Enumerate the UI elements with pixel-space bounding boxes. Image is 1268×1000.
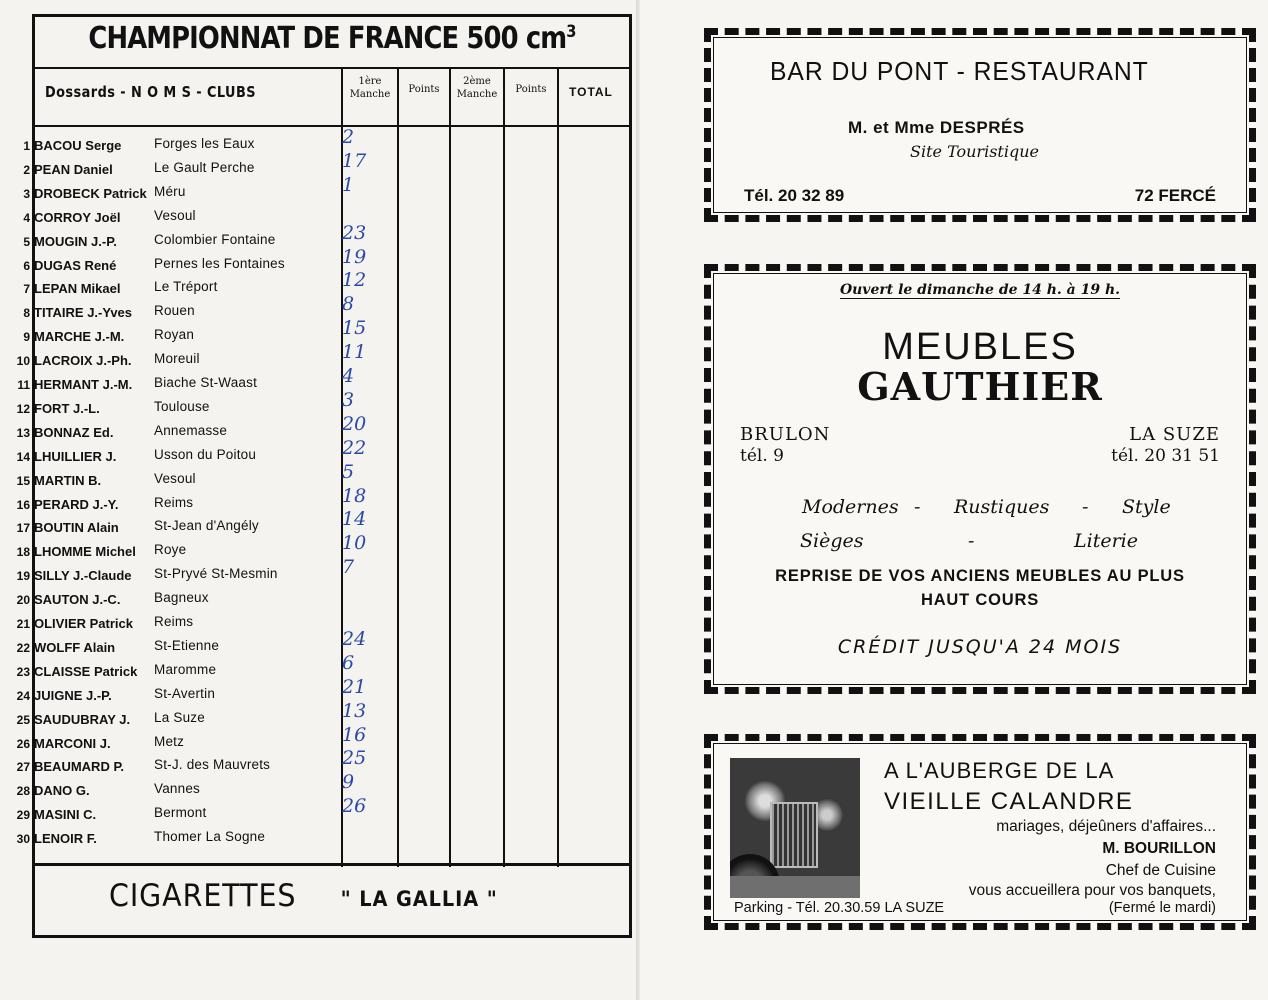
rider-number: 17: [16, 521, 30, 536]
rider-club: Metz: [154, 733, 185, 749]
rider-club: Le Gault Perche: [154, 159, 255, 175]
rider-club: Pernes les Fontaines: [154, 255, 285, 271]
handwritten-manche1: 4: [342, 365, 355, 387]
rider-club: St-J. des Mauvrets: [154, 757, 271, 773]
rider-row: [14, 661, 334, 686]
rider-number: 26: [16, 736, 30, 751]
rider-number: 23: [16, 664, 30, 679]
rider-number: 6: [23, 258, 30, 273]
auberge-title-1: A L'AUBERGE DE LA: [884, 758, 1115, 783]
rider-row: [14, 422, 334, 447]
reprise-text: REPRISE DE VOS ANCIENS MEUBLES AU PLUS HAUT COURS: [775, 567, 1185, 609]
rider-name: BOUTIN Alain: [34, 520, 119, 536]
rider-row: [14, 685, 334, 710]
handwritten-manche1: 22: [342, 436, 367, 459]
rider-name: HERMANT J.-M.: [34, 377, 133, 392]
rider-name: DUGAS René: [34, 257, 117, 273]
rustiques-label: Rustiques: [954, 496, 1050, 518]
rider-name: LACROIX J.-Ph.: [34, 353, 132, 369]
rider-number: 5: [23, 234, 30, 249]
rider-club: Reims: [154, 614, 194, 629]
rider-club: Toulouse: [154, 398, 210, 414]
rider-number: 11: [17, 378, 30, 392]
rider-name: LHOMME Michel: [34, 544, 136, 560]
rider-row: [14, 807, 334, 829]
rider-row: [14, 616, 334, 638]
rider-name: MARTIN B.: [34, 472, 102, 488]
handwritten-manche1: 16: [342, 723, 367, 746]
rider-club: St-Jean d'Angély: [154, 518, 259, 534]
handwritten-manche1: 5: [342, 460, 355, 483]
rider-row: [14, 305, 334, 327]
rider-number: 1: [23, 139, 30, 153]
rider-club: Maromme: [154, 661, 217, 677]
cigarettes-ad: [32, 864, 632, 938]
rider-number: 16: [16, 497, 30, 512]
bar-city: 72 FERCÉ: [1134, 186, 1216, 205]
rider-name: BEAUMARD P.: [34, 759, 125, 775]
rider-name: MARCONI J.: [34, 735, 111, 751]
rider-name: PEAN Daniel: [34, 161, 113, 177]
rider-name: SAUDUBRAY J.: [34, 711, 131, 727]
rider-row: [14, 183, 334, 208]
auberge-title-2: VIEILLE CALANDRE: [884, 788, 1134, 815]
gallia-label: " LA GALLIA ": [340, 887, 498, 911]
rider-row: [14, 329, 334, 351]
rider-name: LHUILLIER J.: [34, 448, 117, 464]
handwritten-manche1: 1: [342, 173, 355, 196]
meubles-gauthier-ad: [704, 264, 1256, 694]
rider-club: Rouen: [154, 303, 195, 319]
rider-club: Royan: [154, 327, 195, 343]
handwritten-manche1: 18: [342, 484, 367, 507]
rider-club: Usson du Poitou: [154, 446, 257, 462]
rider-row: [14, 733, 334, 758]
rider-name: LEPAN Mikael: [34, 281, 121, 297]
town-la-suze: LA SUZE: [1129, 424, 1220, 445]
rider-club: St-Pryvé St-Mesmin: [154, 566, 278, 582]
rider-number: 13: [16, 425, 30, 440]
handwritten-manche1: 26: [342, 795, 367, 818]
rider-club: Bagneux: [154, 590, 209, 606]
handwritten-manche1: 3: [342, 388, 355, 411]
rider-row: [14, 207, 334, 232]
literie-label: Literie: [1074, 530, 1138, 552]
rider-name: WOLFF Alain: [34, 639, 116, 655]
tel-brulon: tél. 9: [740, 446, 784, 466]
rider-name: MOUGIN J.-P.: [34, 233, 117, 249]
gauthier-title: GAUTHIER: [857, 364, 1103, 409]
rider-row: [14, 398, 334, 423]
dash: -: [914, 496, 921, 518]
rider-number: 8: [23, 306, 30, 321]
rider-number: 18: [16, 545, 30, 560]
dash: -: [1082, 496, 1089, 518]
rider-number: 19: [16, 569, 30, 584]
rider-row: [14, 783, 334, 805]
rider-club: Vesoul: [154, 470, 196, 486]
rider-row: [14, 353, 334, 375]
rider-number: 14: [16, 449, 30, 464]
rider-club: Roye: [154, 542, 187, 558]
rider-name: MARCHE J.-M.: [34, 329, 125, 345]
rider-name: CORROY Joël: [34, 209, 121, 225]
vintage-car-photo: [730, 758, 860, 898]
rider-number: 29: [16, 808, 30, 823]
rider-number: 9: [23, 330, 30, 345]
handwritten-manche1: 20: [342, 412, 367, 435]
handwritten-manche1: 2: [342, 126, 355, 148]
rider-row: [14, 255, 334, 280]
rider-number: 22: [16, 640, 30, 655]
handwritten-manche1: 15: [342, 317, 367, 340]
rider-name: PERARD J.-Y.: [34, 496, 119, 512]
handwritten-manche1: 12: [342, 269, 367, 292]
auberge-closed: (Fermé le mardi): [1108, 900, 1216, 916]
handwritten-manche1: 13: [342, 699, 367, 722]
handwritten-manche1: 6: [342, 651, 355, 674]
handwritten-manche1: 17: [342, 149, 367, 172]
rider-name: SAUTON J.-C.: [34, 592, 121, 608]
rider-club: Forges les Eaux: [154, 136, 255, 151]
rider-row: [14, 568, 334, 590]
rider-name: MASINI C.: [34, 807, 97, 823]
auberge-ad: [704, 734, 1256, 930]
rider-row: [14, 446, 334, 471]
rider-number: 15: [16, 473, 30, 488]
handwritten-manche1: 10: [342, 532, 367, 555]
bar-site: Site Touristique: [910, 142, 1039, 161]
rider-name: TITAIRE J.-Yves: [34, 305, 133, 321]
bar-title: BAR DU PONT - RESTAURANT: [770, 56, 1149, 86]
rider-number: 24: [16, 688, 30, 703]
credit-text: CRÉDIT JUSQU'A 24 MOIS: [837, 636, 1123, 658]
rider-name: DANO G.: [34, 783, 90, 799]
tel-la-suze: tél. 20 31 51: [1111, 446, 1220, 466]
rider-number: 3: [23, 186, 30, 201]
rider-club: Moreuil: [154, 351, 200, 367]
bar-du-pont-ad: [704, 28, 1256, 222]
meubles-title: MEUBLES: [882, 326, 1078, 368]
rider-club: Le Tréport: [154, 279, 218, 295]
handwritten-manche1: 14: [342, 508, 367, 531]
header-manche1: 1ère Manche: [349, 76, 391, 100]
rider-name: LENOIR F.: [34, 831, 97, 847]
rider-club: St-Avertin: [154, 685, 216, 701]
rider-name: OLIVIER Patrick: [34, 616, 133, 631]
rider-row: [14, 231, 334, 256]
rider-row: [14, 159, 334, 184]
handwritten-manche1: 11: [342, 341, 367, 364]
rider-row: [14, 637, 334, 662]
opening-hours: Ouvert le dimanche de 14 h. à 19 h.: [839, 282, 1121, 298]
handwritten-manche1: 8: [342, 293, 355, 316]
header-total: TOTAL: [569, 85, 613, 99]
rider-number: 10: [16, 354, 30, 369]
championship-title: CHAMPIONNAT DE FRANCE 500 $cm^3$: [88, 21, 576, 56]
rider-club: Colombier Fontaine: [154, 231, 276, 247]
rider-name: SILLY J.-Claude: [34, 568, 132, 584]
rider-name: FORT J.-L.: [34, 400, 100, 416]
rider-club: Annemasse: [154, 422, 228, 438]
cigarettes-label: CIGARETTES: [109, 878, 297, 914]
handwritten-manche1: 9: [342, 771, 355, 794]
rider-name: DROBECK Patrick: [34, 185, 147, 201]
rider-number: 21: [16, 617, 30, 631]
rider-club: Vannes: [154, 781, 200, 797]
header-points2: Points: [515, 84, 547, 95]
rider-name: JUIGNE J.-P.: [34, 687, 112, 703]
bar-phone: Tél. 20 32 89: [744, 186, 845, 205]
rider-club: Biache St-Waast: [154, 375, 258, 390]
rider-number: 27: [16, 760, 30, 775]
header-dossards-noms-clubs: Dossards - N O M S - CLUBS: [45, 83, 256, 101]
rider-row: [14, 494, 334, 519]
auberge-chef: Chef de Cuisine: [1105, 862, 1216, 879]
handwritten-manche1: 7: [342, 556, 355, 579]
auberge-services: mariages, déjeûners d'affaires...: [996, 818, 1216, 835]
auberge-banquets: vous accueillera pour vos banquets,: [968, 882, 1216, 899]
rider-row: [14, 759, 334, 781]
rider-name: BONNAZ Ed.: [34, 424, 114, 440]
rider-number: 2: [23, 162, 30, 177]
rider-row: [14, 709, 334, 734]
handwritten-manche1: 21: [342, 675, 367, 698]
right-page: [640, 0, 1268, 1000]
rider-number: 30: [16, 832, 30, 847]
rider-club: Thomer La Sogne: [154, 829, 266, 845]
rider-row: [14, 831, 334, 853]
rider-row: [14, 544, 334, 566]
handwritten-manche1: 23: [342, 221, 367, 244]
rider-club: Méru: [154, 183, 186, 199]
rider-club: La Suze: [154, 709, 205, 725]
sieges-label: Sièges: [800, 530, 864, 552]
rider-number: 28: [16, 784, 30, 799]
rider-row: [14, 281, 334, 303]
rider-number: 7: [23, 282, 30, 297]
rider-club: Bermont: [154, 805, 207, 821]
handwritten-manche1: 25: [342, 747, 367, 770]
rider-club: Vesoul: [154, 207, 196, 223]
rider-row: [14, 470, 334, 495]
rider-number: 12: [16, 401, 30, 416]
rider-number: 25: [16, 712, 30, 727]
rider-club: Reims: [154, 494, 194, 510]
header-points1: Points: [408, 84, 440, 95]
rider-number: 4: [23, 210, 30, 225]
rider-row: [14, 138, 334, 160]
rider-row: [14, 520, 334, 542]
handwritten-manche1: 24: [342, 627, 367, 650]
town-brulon: BRULON: [740, 424, 831, 445]
auberge-owner: M. BOURILLON: [1102, 840, 1216, 857]
modernes-label: Modernes: [802, 496, 899, 518]
rider-row: [14, 377, 334, 399]
handwritten-manche1: 19: [342, 245, 367, 268]
auberge-parking: Parking - Tél. 20.30.59 LA SUZE: [734, 900, 945, 916]
rider-name: CLAISSE Patrick: [34, 663, 138, 679]
rider-club: St-Etienne: [154, 637, 220, 653]
dash: -: [968, 530, 975, 552]
style-label: Style: [1122, 496, 1171, 518]
header-manche2: 2ème Manche: [456, 76, 498, 100]
rider-row: [14, 592, 334, 614]
rider-number: 20: [16, 593, 30, 608]
bar-owner: M. et Mme DESPRÉS: [848, 118, 1025, 137]
rider-name: BACOU Serge: [34, 138, 122, 153]
